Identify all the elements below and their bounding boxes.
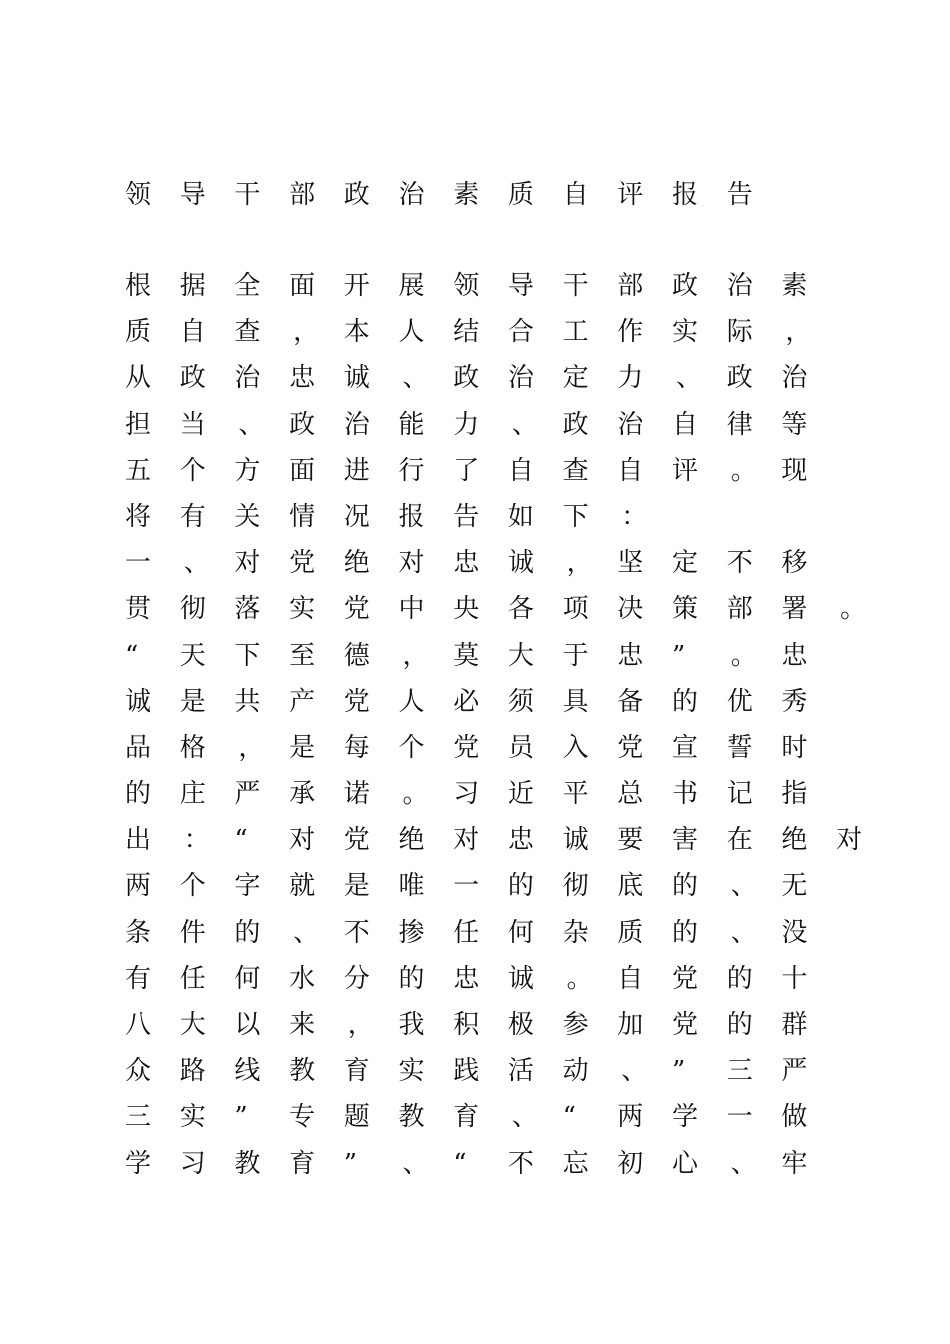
line-char: 对 — [836, 825, 863, 856]
line-char: ” — [672, 640, 686, 671]
line-char: 在 — [726, 825, 753, 856]
line-char: ： — [621, 501, 648, 532]
line-char: 实 — [179, 1102, 206, 1133]
line-char: ， — [566, 548, 593, 579]
line-char: 项 — [562, 594, 589, 625]
line-char: 没 — [781, 917, 808, 948]
line-char: 根 — [125, 271, 152, 301]
line-char: 治 — [343, 409, 370, 440]
line-char: 、 — [730, 871, 757, 902]
line-char: 不 — [507, 1148, 534, 1179]
line-char: 政 — [289, 409, 316, 440]
line-char: 的 — [672, 871, 699, 902]
line-char: 秀 — [781, 686, 808, 717]
line-char: 部 — [617, 271, 644, 301]
line-char: 题 — [343, 1102, 370, 1133]
line-char: 。 — [402, 779, 429, 810]
line-char: 路 — [179, 1056, 206, 1087]
line-char: 治 — [781, 363, 808, 394]
line-char: 誓 — [726, 732, 753, 763]
line-char: 严 — [781, 1056, 808, 1087]
line-char: 学 — [672, 1102, 699, 1133]
line-char: 导 — [507, 271, 534, 301]
line-char: 育 — [343, 1056, 370, 1087]
line-char: 字 — [234, 871, 261, 902]
line-char: 以 — [234, 1010, 261, 1040]
line-char: 绝 — [398, 825, 425, 856]
line-char: 活 — [507, 1056, 534, 1087]
line-char: 策 — [672, 594, 699, 625]
line-char: 天 — [179, 640, 206, 671]
line-char: 。 — [730, 455, 757, 486]
line-char: 忠 — [453, 548, 480, 579]
line-char: 指 — [781, 779, 808, 810]
line-char: 总 — [617, 779, 644, 810]
line-char: “ — [234, 825, 248, 856]
line-char: 、 — [293, 917, 320, 948]
title-char: 领 — [125, 180, 152, 210]
line-char: 就 — [289, 871, 316, 902]
line-char: 党 — [617, 732, 644, 763]
line-char: 任 — [453, 917, 480, 948]
title-char: 报 — [672, 180, 699, 210]
line-char: ， — [347, 1010, 374, 1040]
line-char: 开 — [343, 271, 370, 301]
line-char: 德 — [343, 640, 370, 671]
line-char: 积 — [453, 1010, 480, 1040]
line-char: 况 — [343, 501, 370, 532]
line-char: 大 — [507, 640, 534, 671]
line-char: ” — [672, 1056, 686, 1087]
line-char: 对 — [453, 825, 480, 856]
line-char: 每 — [343, 732, 370, 763]
line-char: 的 — [672, 917, 699, 948]
line-char: 个 — [179, 871, 206, 902]
line-char: 对 — [289, 825, 316, 856]
line-char: 治 — [234, 363, 261, 394]
line-char: ， — [402, 640, 429, 671]
line-char: 有 — [179, 501, 206, 532]
line-char: 品 — [125, 732, 152, 763]
line-char: 时 — [781, 732, 808, 763]
line-char: 一 — [453, 871, 480, 902]
line-char: 诚 — [343, 363, 370, 394]
line-char: 移 — [781, 548, 808, 579]
line-char: 莫 — [453, 640, 480, 671]
line-char: 对 — [398, 548, 425, 579]
line-char: 、 — [402, 363, 429, 394]
line-char: 三 — [125, 1102, 152, 1133]
line-char: 下 — [234, 640, 261, 671]
line-char: 干 — [562, 271, 589, 301]
line-char: 动 — [562, 1056, 589, 1087]
line-char: 必 — [453, 686, 480, 717]
line-char: 不 — [343, 917, 370, 948]
line-char: 教 — [289, 1056, 316, 1087]
line-char: 我 — [398, 1010, 425, 1040]
line-char: 是 — [289, 732, 316, 763]
line-char: 优 — [726, 686, 753, 717]
line-char: 政 — [453, 363, 480, 394]
line-char: 自 — [179, 317, 206, 348]
line-char: 党 — [343, 825, 370, 856]
line-char: 承 — [289, 779, 316, 810]
line-char: 将 — [125, 501, 152, 532]
title-char: 导 — [179, 180, 206, 210]
line-char: 害 — [672, 825, 699, 856]
line-char: 力 — [453, 409, 480, 440]
line-char: 是 — [343, 871, 370, 902]
line-char: 是 — [179, 686, 206, 717]
line-char: 牢 — [781, 1148, 808, 1179]
line-char: 、 — [730, 917, 757, 948]
line-char: 律 — [726, 409, 753, 440]
line-char: 杂 — [562, 917, 589, 948]
line-char: “ — [125, 640, 139, 671]
line-char: 、 — [676, 363, 703, 394]
line-char: 。 — [730, 640, 757, 671]
line-char: 分 — [343, 963, 370, 994]
line-char: 担 — [125, 409, 152, 440]
line-char: 对 — [234, 548, 261, 579]
line-char: 党 — [672, 963, 699, 994]
line-char: 从 — [125, 363, 152, 394]
line-char: 报 — [398, 501, 425, 532]
line-char: 力 — [617, 363, 644, 394]
line-char: 下 — [562, 501, 589, 532]
line-char: 诚 — [507, 548, 534, 579]
title-char: 干 — [234, 180, 261, 210]
line-char: 的 — [672, 686, 699, 717]
line-char: 际 — [726, 317, 753, 348]
line-char: 诚 — [507, 963, 534, 994]
title-char: 部 — [289, 180, 316, 210]
line-char: 面 — [289, 271, 316, 301]
line-char: 自 — [507, 455, 534, 486]
line-char: 极 — [507, 1010, 534, 1040]
line-char: 中 — [398, 594, 425, 625]
line-char: 于 — [562, 640, 589, 671]
line-char: ： — [183, 825, 210, 856]
line-char: 作 — [617, 317, 644, 348]
line-char: 育 — [453, 1102, 480, 1133]
line-char: 全 — [234, 271, 261, 301]
line-char: 、 — [621, 1056, 648, 1087]
line-char: 入 — [562, 732, 589, 763]
line-char: 现 — [781, 455, 808, 486]
line-char: 政 — [179, 363, 206, 394]
line-char: 定 — [562, 363, 589, 394]
line-char: 查 — [562, 455, 589, 486]
title-char: 质 — [507, 180, 534, 210]
line-char: 如 — [507, 501, 534, 532]
line-char: 治 — [726, 271, 753, 301]
line-char: 记 — [726, 779, 753, 810]
line-char: “ — [453, 1148, 467, 1179]
line-char: 的 — [125, 779, 152, 810]
line-char: 的 — [726, 963, 753, 994]
line-char: 面 — [289, 455, 316, 486]
line-char: 近 — [507, 779, 534, 810]
line-char: 治 — [507, 363, 534, 394]
line-char: 人 — [398, 317, 425, 348]
line-char: 一 — [125, 548, 152, 579]
line-char: 方 — [234, 455, 261, 486]
line-char: 十 — [781, 963, 808, 994]
line-char: 心 — [672, 1148, 699, 1179]
line-char: 等 — [781, 409, 808, 440]
line-char: 工 — [562, 317, 589, 348]
line-char: 群 — [781, 1010, 808, 1040]
title-char: 自 — [562, 180, 589, 210]
line-char: 关 — [234, 501, 261, 532]
line-char: 条 — [125, 917, 152, 948]
line-char: ， — [238, 732, 265, 763]
title-char: 素 — [453, 180, 480, 210]
line-char: 格 — [179, 732, 206, 763]
title-char: 评 — [617, 180, 644, 210]
line-char: 书 — [672, 779, 699, 810]
line-char: ， — [785, 317, 812, 348]
line-char: 个 — [179, 455, 206, 486]
line-char: 实 — [289, 594, 316, 625]
line-char: 严 — [234, 779, 261, 810]
line-char: 件 — [179, 917, 206, 948]
line-char: 的 — [726, 1010, 753, 1040]
line-char: 坚 — [617, 548, 644, 579]
line-char: 彻 — [179, 594, 206, 625]
line-char: 。 — [566, 963, 593, 994]
line-char: 至 — [289, 640, 316, 671]
line-char: 、 — [238, 409, 265, 440]
line-char: 庄 — [179, 779, 206, 810]
line-char: 一 — [726, 1102, 753, 1133]
line-char: “ — [562, 1102, 576, 1133]
title-char: 治 — [398, 180, 425, 210]
line-char: 不 — [726, 548, 753, 579]
line-char: 查 — [234, 317, 261, 348]
line-char: 了 — [453, 455, 480, 486]
line-char: 共 — [234, 686, 261, 717]
line-char: 的 — [234, 917, 261, 948]
line-char: 五 — [125, 455, 152, 486]
line-char: 诺 — [343, 779, 370, 810]
line-char: 参 — [562, 1010, 589, 1040]
line-char: 、 — [730, 1148, 757, 1179]
line-char: 育 — [289, 1148, 316, 1179]
line-char: 部 — [726, 594, 753, 625]
line-char: 央 — [453, 594, 480, 625]
line-char: 宣 — [672, 732, 699, 763]
line-char: 告 — [453, 501, 480, 532]
line-char: 的 — [507, 871, 534, 902]
line-char: 党 — [289, 548, 316, 579]
line-char: 实 — [672, 317, 699, 348]
line-char: 具 — [562, 686, 589, 717]
line-char: 政 — [562, 409, 589, 440]
line-char: 无 — [781, 871, 808, 902]
line-char: 忠 — [507, 825, 534, 856]
line-char: 教 — [398, 1102, 425, 1133]
line-char: 素 — [781, 271, 808, 301]
line-char: 忠 — [453, 963, 480, 994]
line-char: 当 — [179, 409, 206, 440]
line-char: 署 — [781, 594, 808, 625]
line-char: 大 — [179, 1010, 206, 1040]
line-char: 来 — [289, 1010, 316, 1040]
line-char: 党 — [343, 686, 370, 717]
line-char: 忘 — [562, 1148, 589, 1179]
line-char: 的 — [398, 963, 425, 994]
line-char: 平 — [562, 779, 589, 810]
line-char: 人 — [398, 686, 425, 717]
line-char: 水 — [289, 963, 316, 994]
title-char: 政 — [343, 180, 370, 210]
line-char: ” — [343, 1148, 358, 1179]
line-char: 专 — [289, 1102, 316, 1133]
line-char: 绝 — [781, 825, 808, 856]
line-char: 定 — [672, 548, 699, 579]
line-char: 情 — [289, 501, 316, 532]
line-char: ” — [234, 1102, 248, 1133]
line-char: 底 — [617, 871, 644, 902]
line-char: 评 — [672, 455, 699, 486]
line-char: 践 — [453, 1056, 480, 1087]
line-char: 展 — [398, 271, 425, 301]
line-char: 、 — [183, 548, 210, 579]
line-char: 有 — [125, 963, 152, 994]
line-char: 两 — [125, 871, 152, 902]
line-char: 贯 — [125, 594, 152, 625]
line-char: 员 — [507, 732, 534, 763]
line-char: 能 — [398, 409, 425, 440]
line-char: 行 — [398, 455, 425, 486]
line-char: 任 — [179, 963, 206, 994]
line-char: 产 — [289, 686, 316, 717]
line-char: 教 — [234, 1148, 261, 1179]
line-char: 进 — [343, 455, 370, 486]
line-char: 初 — [617, 1148, 644, 1179]
line-char: 三 — [726, 1056, 753, 1087]
line-char: 政 — [726, 363, 753, 394]
line-char: 政 — [672, 271, 699, 301]
line-char: 实 — [398, 1056, 425, 1087]
line-char: 掺 — [398, 917, 425, 948]
line-char: 出 — [125, 825, 152, 856]
line-char: 唯 — [398, 871, 425, 902]
line-char: 众 — [125, 1056, 152, 1087]
line-char: 何 — [507, 917, 534, 948]
line-char: 各 — [507, 594, 534, 625]
line-char: 诚 — [562, 825, 589, 856]
line-char: 领 — [453, 271, 480, 301]
line-char: 结 — [453, 317, 480, 348]
line-char: 落 — [234, 594, 261, 625]
line-char: 须 — [507, 686, 534, 717]
line-char: 决 — [617, 594, 644, 625]
line-char: 党 — [453, 732, 480, 763]
line-char: 两 — [617, 1102, 644, 1133]
line-char: 质 — [617, 917, 644, 948]
line-char: 何 — [234, 963, 261, 994]
line-char: 党 — [672, 1010, 699, 1040]
line-char: 。 — [840, 594, 867, 625]
line-char: 、 — [511, 409, 538, 440]
line-char: 绝 — [343, 548, 370, 579]
line-char: 自 — [617, 455, 644, 486]
line-char: 党 — [343, 594, 370, 625]
line-char: 诚 — [125, 686, 152, 717]
line-char: 加 — [617, 1010, 644, 1040]
line-char: 彻 — [562, 871, 589, 902]
line-char: 忠 — [617, 640, 644, 671]
line-char: 线 — [234, 1056, 261, 1087]
line-char: 习 — [179, 1148, 206, 1179]
title-char: 告 — [726, 180, 753, 210]
line-char: 自 — [617, 963, 644, 994]
line-char: 个 — [398, 732, 425, 763]
line-char: 八 — [125, 1010, 152, 1040]
line-char: 本 — [343, 317, 370, 348]
line-char: 做 — [781, 1102, 808, 1133]
line-char: 质 — [125, 317, 152, 348]
line-char: 自 — [672, 409, 699, 440]
line-char: 忠 — [289, 363, 316, 394]
line-char: 学 — [125, 1148, 152, 1179]
line-char: 据 — [179, 271, 206, 301]
line-char: 合 — [507, 317, 534, 348]
line-char: 治 — [617, 409, 644, 440]
line-char: 备 — [617, 686, 644, 717]
line-char: 要 — [617, 825, 644, 856]
line-char: ， — [293, 317, 320, 348]
line-char: 忠 — [781, 640, 808, 671]
line-char: 、 — [402, 1148, 429, 1179]
line-char: 、 — [511, 1102, 538, 1133]
line-char: 习 — [453, 779, 480, 810]
